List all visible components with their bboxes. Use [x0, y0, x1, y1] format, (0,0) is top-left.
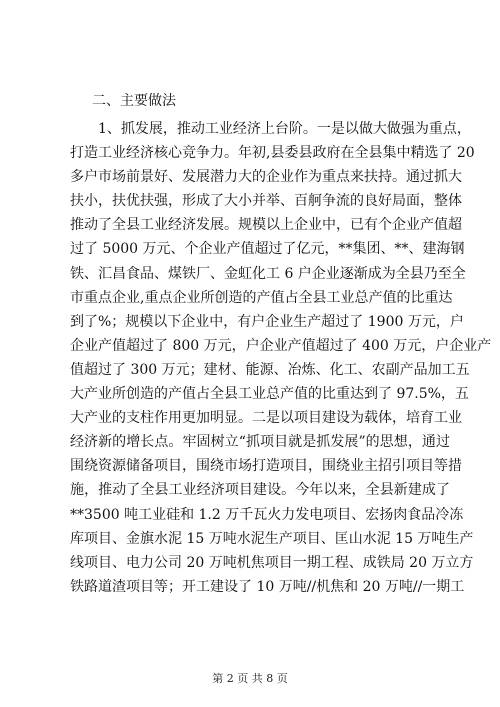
section-heading: 二、主要做法 — [92, 93, 176, 109]
paragraph-line: 过了 5000 万元、个企业产值超过了亿元，**集团、**、建海钢 — [70, 241, 465, 258]
paragraph-line: 铁、汇昌食品、煤铁厂、金虹化工 6 户企业逐渐成为全县乃至全 — [70, 265, 466, 282]
page-number-footer: 第 2 页 共 8 页 — [212, 672, 288, 685]
paragraph-line: **3500 吨工业硅和 1.2 万千瓦火力发电项目、宏扬肉食品冷冻 — [70, 506, 464, 523]
paragraph-line: 企业产值超过了 800 万元，户企业产值超过了 400 万元，户企业产 — [70, 337, 492, 354]
paragraph-line: 围绕资源储备项目，围绕市场打造项目，围绕业主招引项目等措 — [70, 458, 462, 475]
paragraph-line: 线项目、电力公司 20 万吨机焦项目一期工程、成铁局 20 万立方 — [70, 554, 474, 571]
paragraph-line: 市重点企业,重点企业所创造的产值占全县工业总产值的比重达 — [70, 289, 453, 306]
paragraph-line: 扶小，扶优扶强，形成了大小并举、百舸争流的良好局面，整体 — [70, 193, 462, 210]
paragraph-line: 多户市场前景好、发展潜力大的企业作为重点来扶持。通过抓大 — [70, 169, 462, 186]
paragraph-line: 铁路道渣项目等；开工建设了 10 万吨//机焦和 20 万吨//一期工 — [70, 578, 465, 595]
paragraph-line: 到了%；规模以下企业中，有户企业生产超过了 1900 万元，户 — [70, 313, 464, 330]
paragraph-line: 打造工业经济核心竞争力。年初,县委县政府在全县集中精选了 20 — [70, 145, 475, 162]
paragraph-line: 库项目、金旗水泥 15 万吨水泥生产项目、匡山水泥 15 万吨生产 — [70, 530, 474, 547]
paragraph-line: 推动了全县工业经济发展。规模以上企业中，已有个企业产值超 — [70, 217, 462, 234]
paragraph-line: 1、抓发展，推动工业经济上台阶。一是以做大做强为重点， — [98, 121, 471, 137]
paragraph-line: 大产业的支柱作用更加明显。二是以项目建设为载体，培育工业 — [70, 410, 462, 427]
paragraph-line: 大产业所创造的产值占全县工业总产值的比重达到了 97.5%，五 — [70, 386, 469, 403]
paragraph-line: 施，推动了全县工业经济项目建设。今年以来，全县新建成了 — [70, 482, 450, 499]
paragraph-line: 值超过了 300 万元；建材、能源、冶炼、化工、农副产品加工五 — [70, 361, 470, 378]
body-paragraph — [70, 117, 492, 599]
paragraph-line: 经济新的增长点。牢固树立“抓项目就是抓发展”的思想，通过 — [70, 434, 450, 451]
